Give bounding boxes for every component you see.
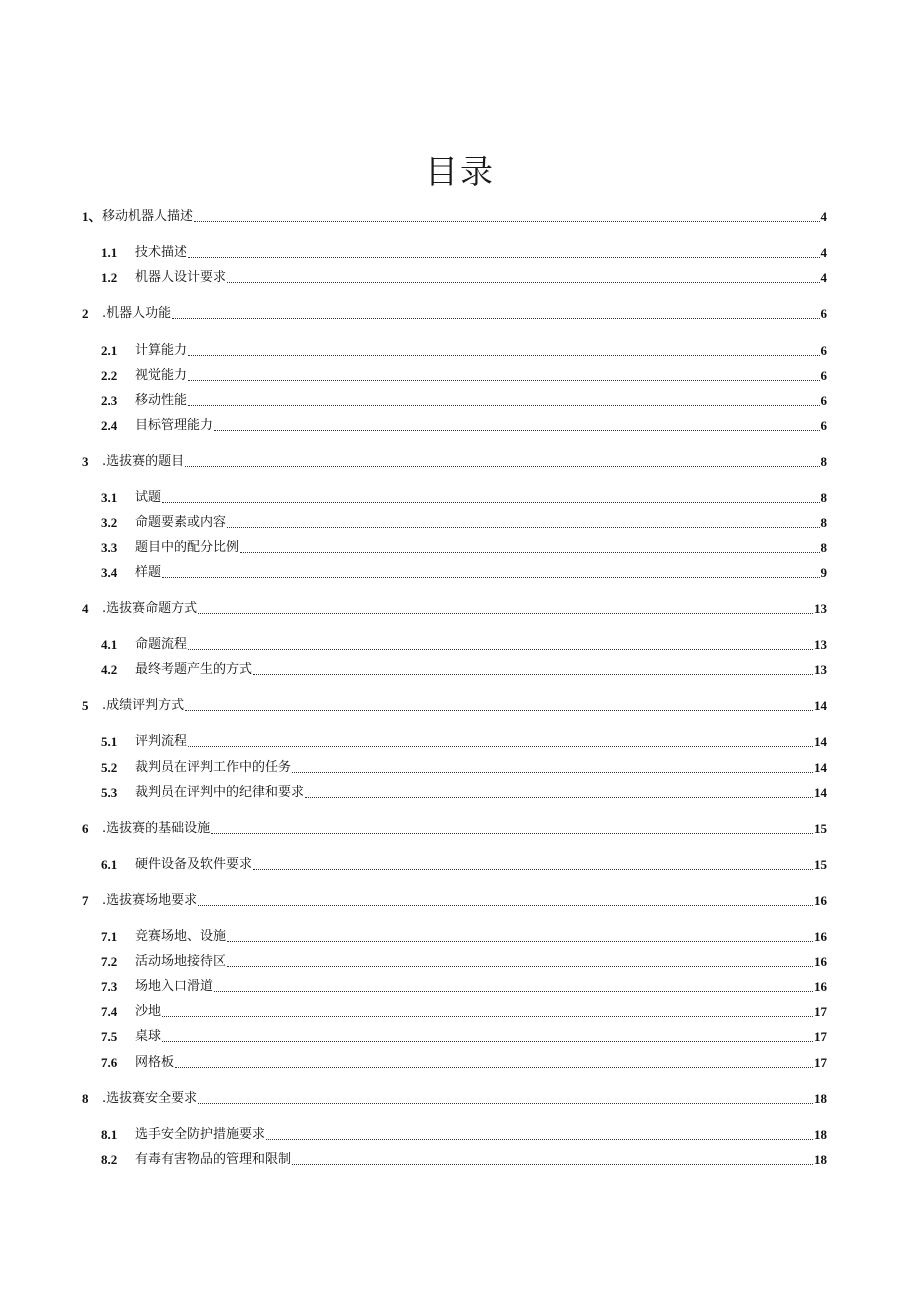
- toc-entry-title: 裁判员在评判中的纪律和要求: [135, 785, 305, 800]
- toc-entry-title: 题目中的配分比例: [135, 540, 240, 555]
- dot-leader: [292, 771, 813, 773]
- toc-entry-number: 7.5: [101, 1029, 118, 1044]
- toc-entry[interactable]: [101, 755, 827, 777]
- toc-entry-title: 硬件设备及软件要求: [135, 857, 253, 872]
- toc-entry[interactable]: [101, 510, 827, 532]
- toc-entry-number: 4.1: [101, 637, 118, 652]
- toc-entry-title: .选拔赛的基础设施: [102, 821, 211, 836]
- toc-entry-number: 5.3: [101, 785, 118, 800]
- toc-entry-page: 8: [820, 454, 827, 469]
- toc-entry-number: 7.4: [101, 1004, 118, 1019]
- toc-entry-number: 3.4: [101, 565, 118, 580]
- toc-entry[interactable]: [101, 485, 827, 507]
- toc-entry-number: 8.1: [101, 1127, 118, 1142]
- toc-entry-title: 机器人设计要求: [135, 270, 227, 285]
- toc-entry[interactable]: [101, 999, 827, 1021]
- toc-entry[interactable]: [101, 632, 827, 654]
- toc-entry-title: 选手安全防护措施要求: [135, 1127, 266, 1142]
- dot-leader: [240, 551, 819, 553]
- dot-leader: [188, 745, 813, 747]
- toc-entry-number: 4: [82, 601, 89, 616]
- toc-entry-page: 14: [814, 734, 827, 749]
- toc-entry[interactable]: [82, 888, 827, 910]
- toc-entry-page: 17: [814, 1029, 827, 1044]
- toc-entry-title: 移动性能: [135, 393, 188, 408]
- dot-leader: [162, 1015, 813, 1017]
- toc-entry-number: 2.1: [101, 343, 118, 358]
- toc-entry-title: .选拔赛场地要求: [102, 893, 198, 908]
- toc-entry-title: 最终考题产生的方式: [135, 662, 253, 677]
- dot-leader: [185, 709, 813, 711]
- toc-entry-title: 命题流程: [135, 637, 188, 652]
- toc-entry-title: .机器人功能: [102, 306, 172, 321]
- toc-entry-title: 目标管理能力: [135, 418, 214, 433]
- dot-leader: [253, 868, 813, 870]
- toc-entry[interactable]: [101, 413, 827, 435]
- toc-entry-title: 裁判员在评判工作中的任务: [135, 760, 292, 775]
- dot-leader: [214, 429, 819, 431]
- toc-entry-number: 7: [82, 893, 89, 908]
- toc-entry-title: .选拔赛安全要求: [102, 1091, 198, 1106]
- toc-entry[interactable]: [101, 265, 827, 287]
- toc-entry-number: 1、: [82, 209, 102, 224]
- toc-entry[interactable]: [82, 596, 827, 618]
- dot-leader: [198, 1102, 813, 1104]
- toc-entry[interactable]: [82, 1086, 827, 1108]
- dot-leader: [211, 832, 813, 834]
- toc-entry[interactable]: [82, 693, 827, 715]
- toc-entry-number: 3.2: [101, 515, 118, 530]
- toc-entry-title: 网格板: [135, 1055, 175, 1070]
- toc-entry[interactable]: [101, 388, 827, 410]
- toc-entry[interactable]: [101, 363, 827, 385]
- toc-entry-page: 4: [820, 270, 827, 285]
- toc-entry[interactable]: [101, 1024, 827, 1046]
- toc-entry-page: 17: [814, 1055, 827, 1070]
- dot-leader: [227, 965, 813, 967]
- toc-entry-page: 9: [820, 565, 827, 580]
- toc-entry-number: 8: [82, 1091, 89, 1106]
- toc-entry-number: 5: [82, 698, 89, 713]
- toc-entry[interactable]: [82, 204, 827, 226]
- toc-entry[interactable]: [101, 1050, 827, 1072]
- dot-leader: [188, 404, 819, 406]
- toc-entry-number: 7.3: [101, 979, 118, 994]
- dot-leader: [185, 465, 819, 467]
- dot-leader: [188, 256, 819, 258]
- dot-leader: [188, 648, 813, 650]
- toc-entry-page: 14: [814, 698, 827, 713]
- toc-entry-page: 17: [814, 1004, 827, 1019]
- toc-entry-number: 3.1: [101, 490, 118, 505]
- toc-entry-page: 14: [814, 760, 827, 775]
- dot-leader: [162, 576, 819, 578]
- toc-entry-number: 2.4: [101, 418, 118, 433]
- toc-entry-page: 13: [814, 637, 827, 652]
- dot-leader: [292, 1163, 813, 1165]
- toc-entry-number: 1.1: [101, 245, 118, 260]
- dot-leader: [188, 379, 819, 381]
- toc-entry-title: 计算能力: [135, 343, 188, 358]
- dot-leader: [227, 940, 813, 942]
- toc-entry-page: 13: [814, 662, 827, 677]
- toc-entry-number: 3.3: [101, 540, 118, 555]
- toc-entry-number: 7.1: [101, 929, 118, 944]
- toc-entry-page: 6: [820, 343, 827, 358]
- toc-entry-page: 6: [820, 418, 827, 433]
- toc-entry[interactable]: [101, 560, 827, 582]
- toc-entry-number: 8.2: [101, 1152, 118, 1167]
- toc-entry-title: 视觉能力: [135, 368, 188, 383]
- dot-leader: [198, 904, 813, 906]
- toc-entry-number: 7.2: [101, 954, 118, 969]
- dot-leader: [253, 673, 813, 675]
- toc-entry-page: 16: [814, 954, 827, 969]
- page-title: 目录: [425, 152, 495, 191]
- dot-leader: [162, 501, 819, 503]
- toc-entry-title: 活动场地接待区: [135, 954, 227, 969]
- toc-entry-page: 15: [814, 857, 827, 872]
- toc-entry-number: 2.2: [101, 368, 118, 383]
- toc-entry-page: 15: [814, 821, 827, 836]
- toc-entry-page: 6: [820, 368, 827, 383]
- toc-entry[interactable]: [101, 1147, 827, 1169]
- toc-entry[interactable]: [101, 338, 827, 360]
- toc-entry[interactable]: [101, 535, 827, 557]
- toc-entry-page: 6: [820, 306, 827, 321]
- toc-entry[interactable]: [82, 816, 827, 838]
- toc-entry-page: 4: [820, 209, 827, 224]
- toc-entry[interactable]: [101, 1122, 827, 1144]
- toc-entry-page: 8: [820, 515, 827, 530]
- toc-entry-page: 14: [814, 785, 827, 800]
- dot-leader: [266, 1138, 813, 1140]
- toc-entry[interactable]: [101, 852, 827, 874]
- toc-entry[interactable]: [101, 657, 827, 679]
- dot-leader: [198, 612, 813, 614]
- dot-leader: [194, 220, 819, 222]
- toc-entry-number: 5.1: [101, 734, 118, 749]
- toc-entry-page: 6: [820, 393, 827, 408]
- dot-leader: [305, 796, 813, 798]
- dot-leader: [214, 990, 813, 992]
- toc-entry[interactable]: [101, 780, 827, 802]
- toc-entry-title: 有毒有害物品的管理和限制: [135, 1152, 292, 1167]
- dot-leader: [227, 281, 819, 283]
- toc-entry-title: .选拔赛的题目: [102, 454, 185, 469]
- toc-entry-title: .选拔赛命题方式: [102, 601, 198, 616]
- toc-entry[interactable]: [82, 301, 827, 323]
- toc-entry-number: 6: [82, 821, 89, 836]
- toc-entry-number: 7.6: [101, 1055, 118, 1070]
- toc-entry-page: 18: [814, 1127, 827, 1142]
- toc-entry-page: 16: [814, 979, 827, 994]
- toc-entry-title: 桌球: [135, 1029, 162, 1044]
- toc-entry-page: 8: [820, 490, 827, 505]
- dot-leader: [188, 354, 819, 356]
- dot-leader: [162, 1040, 813, 1042]
- toc-entry[interactable]: [101, 729, 827, 751]
- toc-entry-page: 13: [814, 601, 827, 616]
- toc-entry-page: 4: [820, 245, 827, 260]
- toc-entry-number: 1.2: [101, 270, 118, 285]
- dot-leader: [227, 526, 819, 528]
- toc-entry-page: 18: [814, 1091, 827, 1106]
- toc-entry-page: 16: [814, 929, 827, 944]
- toc-entry-title: 试题: [135, 490, 162, 505]
- toc-entry-title: 竞赛场地、设施: [135, 929, 227, 944]
- toc-entry-number: 5.2: [101, 760, 118, 775]
- toc-entry-page: 18: [814, 1152, 827, 1167]
- toc-entry[interactable]: [101, 974, 827, 996]
- toc-entry-title: 移动机器人描述: [102, 209, 194, 224]
- toc-entry-title: 样题: [135, 565, 162, 580]
- dot-leader: [172, 317, 819, 319]
- toc-entry[interactable]: [101, 240, 827, 262]
- toc-entry-title: 沙地: [135, 1004, 162, 1019]
- toc-entry-title: 命题要素或内容: [135, 515, 227, 530]
- toc-entry[interactable]: [101, 924, 827, 946]
- toc-entry-number: 6.1: [101, 857, 118, 872]
- toc-entry[interactable]: [101, 949, 827, 971]
- dot-leader: [175, 1066, 813, 1068]
- toc-entry-page: 16: [814, 893, 827, 908]
- toc-entry-title: 评判流程: [135, 734, 188, 749]
- toc-entry-title: 场地入口滑道: [135, 979, 214, 994]
- toc-entry[interactable]: [82, 449, 827, 471]
- toc-entry-number: 4.2: [101, 662, 118, 677]
- toc-entry-number: 2.3: [101, 393, 118, 408]
- toc-entry-page: 8: [820, 540, 827, 555]
- toc-entry-title: .成绩评判方式: [102, 698, 185, 713]
- toc-entry-number: 3: [82, 454, 89, 469]
- toc-entry-number: 2: [82, 306, 89, 321]
- toc-entry-title: 技术描述: [135, 245, 188, 260]
